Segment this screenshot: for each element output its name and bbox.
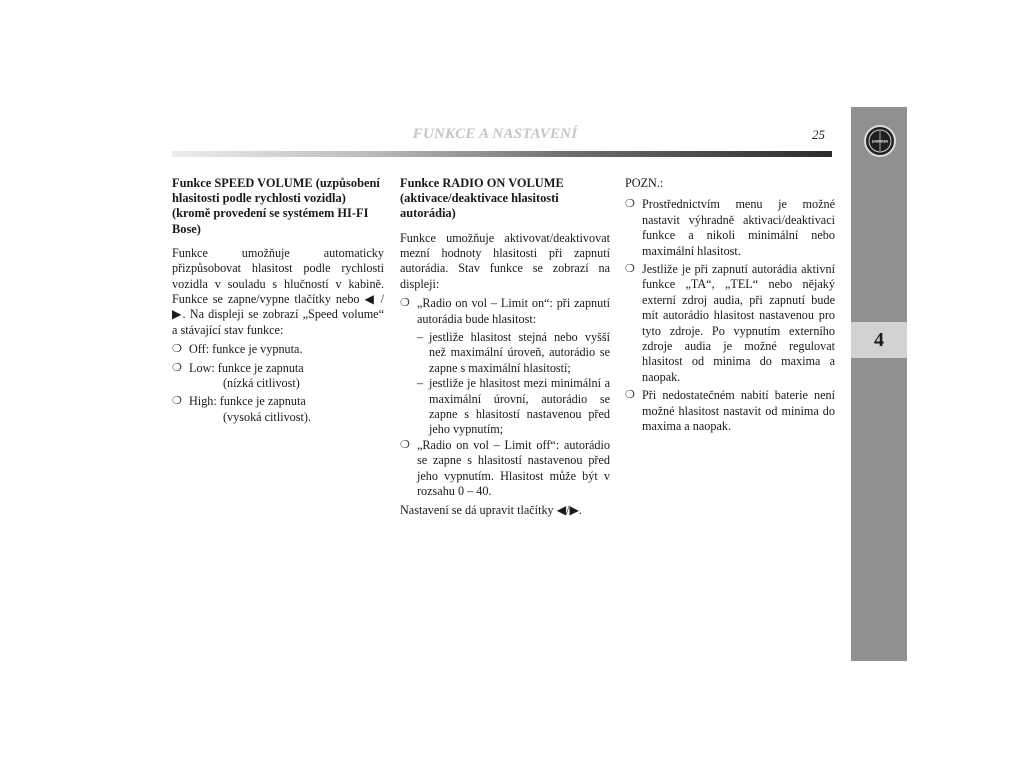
list-item <box>400 296 610 327</box>
circle-bullet-icon: ❍ <box>625 198 635 211</box>
list-item <box>625 197 835 259</box>
sub-list-item: – jestliže hlasitost stejná nebo vyšší než maximální úroveň, autorádio se zapne s maximální hlasitostí; <box>417 330 610 375</box>
section-title: FUNKCE A NASTAVENÍ <box>412 126 578 142</box>
list-item-text: Off: funkce je vypnuta. <box>189 342 303 357</box>
list-item-subtext: (vysoká citlivost). <box>223 409 312 424</box>
list-item <box>172 361 384 392</box>
list-item-text: Prostřednictvím menu je možné nastavit výhradně aktivaci/deaktivaci funkce a nikoli minimální nebo maximální hlasitost. <box>642 197 835 258</box>
circle-bullet-icon: ❍ <box>172 343 182 356</box>
paragraph-radio-on-volume: Funkce umožňuje aktivovat/deaktivovat mezní hodnoty hlasitosti při zapnutí autorádia. Stav funkce se zobrazí na displeji: <box>400 230 610 291</box>
circle-bullet-icon: ❍ <box>625 389 635 402</box>
heading-speed-volume: Funkce SPEED VOLUME (uzpůsobení hlasitosti podle rychlosti vozidla) (kromě provedení se systémem HI-FI Bose) <box>172 176 380 236</box>
paragraph-speed-volume: Funkce umožňuje automaticky přizpůsobovat hlasitost podle rychlosti vozidla v souladu s hlučností v kabině. Funkce se zapne/vypne tlačítky nebo ◀ / ▶. Na displeji se zobrazí „Speed volume“ a stávající stav funkce: <box>172 245 384 337</box>
sub-list-item: – jestliže je hlasitost mezi minimální a maximální úrovní, autorádio se zapne s hlasitostí nastavenou před jeho vypnutím; <box>417 376 610 437</box>
chapter-side-tab <box>851 107 907 661</box>
list-item <box>172 394 384 425</box>
list-item-text: High: funkce je zapnuta <box>189 394 306 409</box>
page-number: 25 <box>812 127 825 142</box>
sub-list-item-text: jestliže hlasitost stejná nebo vyšší než maximální úroveň, autorádio se zapne s maximální hlasitostí; <box>429 330 610 375</box>
list-item-text: Low: funkce je zapnuta <box>189 360 304 375</box>
circle-bullet-icon: ❍ <box>172 395 182 408</box>
chapter-number: 4 <box>851 322 907 358</box>
svg-text:LANCIA: LANCIA <box>871 139 889 144</box>
circle-bullet-icon: ❍ <box>625 263 635 276</box>
list-item-text: Jestliže je při zapnutí autorádia aktivní funkce „TA“, „TEL“ nebo nějaký externí zdroj audia, při zapnutí bude mít autorádio hlasitost nastavenou pro tyto zdroje. Po vypnutím externího zdroje audia je možné regulovat hlasitost od minima do maxima a naopak. <box>642 262 835 384</box>
lancia-shield-icon <box>864 125 896 157</box>
list-item-text: „Radio on vol – Limit on“: při zapnutí autorádia bude hlasitost: <box>417 296 610 326</box>
circle-bullet-icon: ❍ <box>400 297 410 310</box>
list-item <box>400 438 610 500</box>
sub-list-item-text: jestliže je hlasitost mezi minimální a maximální úrovní, autorádio se zapne s hlasitostí nastavenou před jeho vypnutím; <box>429 376 610 437</box>
list-item-text: „Radio on vol – Limit off“: autorádio se zapne s hlasitostí nastavenou před jeho vypnutím. Hlasitost může být v rozsahu 0 – 40. <box>417 437 610 499</box>
list-item <box>625 388 835 434</box>
column-speed-volume <box>172 176 384 428</box>
list-item-text: Při nedostatečném nabití baterie není možné hlasitost nastavit od minima do maxima a naopak. <box>642 388 835 434</box>
circle-bullet-icon: ❍ <box>172 361 182 374</box>
note-title: POZN.: <box>625 176 664 190</box>
list-item <box>625 262 835 385</box>
column-notes <box>625 176 835 438</box>
heading-radio-on-volume: Funkce RADIO ON VOLUME (aktivace/deaktivace hlasitosti autorádia) <box>400 176 564 221</box>
header-rule <box>172 151 832 157</box>
column-radio-on-volume <box>400 176 610 522</box>
list-item <box>172 342 384 357</box>
circle-bullet-icon: ❍ <box>400 438 410 451</box>
list-item-subtext: (nízká citlivost) <box>223 376 300 391</box>
paragraph-adjust-buttons: Nastavení se dá upravit tlačítky ◀/▶. <box>400 502 582 517</box>
